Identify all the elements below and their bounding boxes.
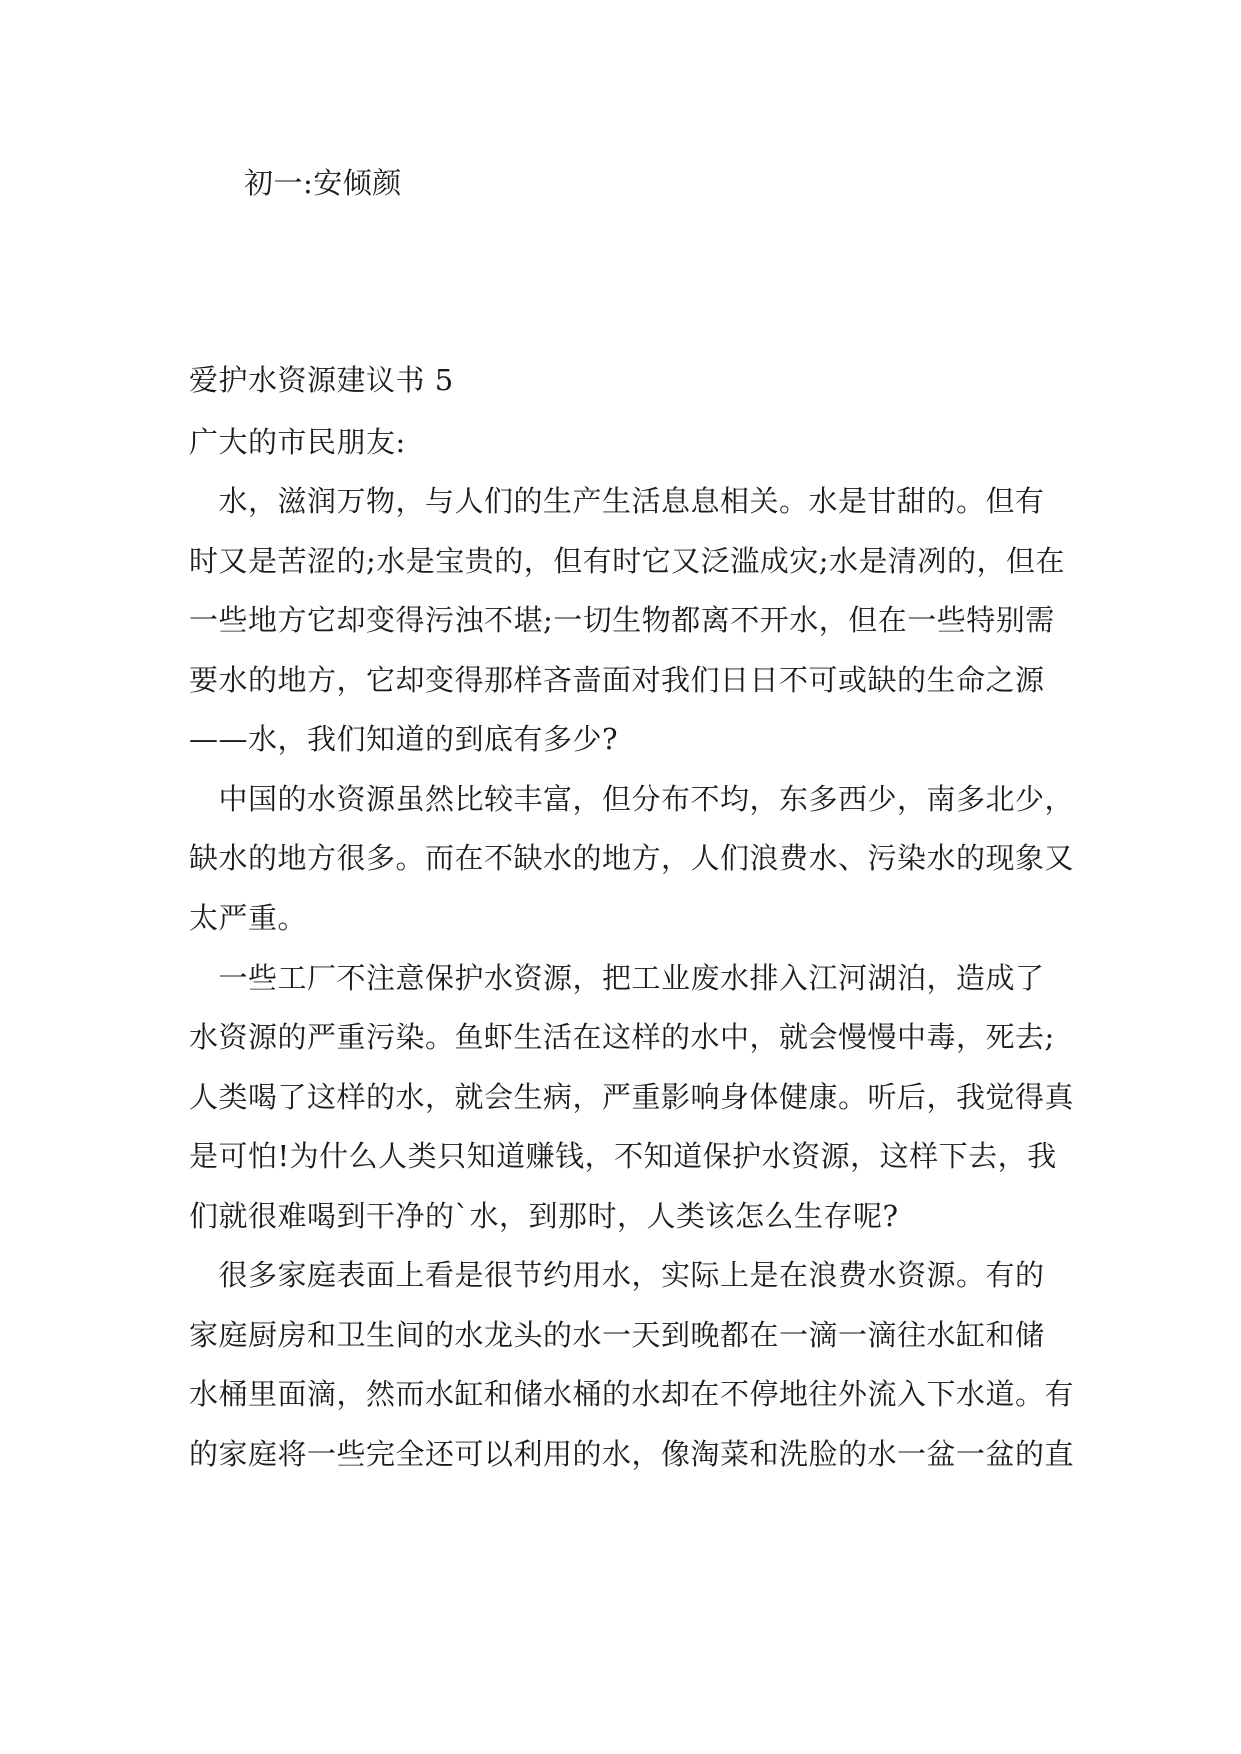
paragraph-3-line-3: 人类喝了这样的水，就会生病，严重影响身体健康。听后，我觉得真 <box>189 1080 1075 1114</box>
paragraph-1-line-2: 时又是苦涩的;水是宝贵的，但有时它又泛滥成灾;水是清冽的，但在 <box>189 544 1066 578</box>
paragraph-4-line-3: 水桶里面滴，然而水缸和储水桶的水却在不停地往外流入下水道。有 <box>189 1377 1075 1411</box>
paragraph-2-line-3: 太严重。 <box>189 901 308 935</box>
paragraph-1-line-4: 要水的地方，它却变得那样吝啬面对我们日日不可或缺的生命之源 <box>189 663 1045 697</box>
paragraph-4-line-2: 家庭厨房和卫生间的水龙头的水一天到晚都在一滴一滴往水缸和储 <box>189 1318 1045 1352</box>
paragraph-3-line-4: 是可怕!为什么人类只知道赚钱，不知道保护水资源，这样下去，我 <box>189 1139 1057 1173</box>
paragraph-3-line-1: 一些工厂不注意保护水资源，把工业废水排入江河湖泊，造成了 <box>189 961 1045 995</box>
paragraph-1-line-1: 水，滋润万物，与人们的生产生活息息相关。水是甘甜的。但有 <box>189 484 1045 518</box>
paragraph-2-line-1: 中国的水资源虽然比较丰富，但分布不均，东多西少，南多北少， <box>189 782 1075 816</box>
paragraph-1-line-3: 一些地方它却变得污浊不堪;一切生物都离不开水，但在一些特别需 <box>189 603 1055 637</box>
paragraph-2-line-2: 缺水的地方很多。而在不缺水的地方，人们浪费水、污染水的现象又 <box>189 841 1075 875</box>
paragraph-4-line-1: 很多家庭表面上看是很节约用水，实际上是在浪费水资源。有的 <box>189 1258 1045 1292</box>
paragraph-3-line-2: 水资源的严重污染。鱼虾生活在这样的水中，就会慢慢中毒，死去; <box>189 1020 1055 1054</box>
paragraph-4-line-4: 的家庭将一些完全还可以利用的水，像淘菜和洗脸的水一盆一盆的直 <box>189 1437 1075 1471</box>
paragraph-1-line-5: ——水，我们知道的到底有多少? <box>189 722 619 756</box>
paragraph-3-line-5: 们就很难喝到干净的`水，到那时，人类该怎么生存呢? <box>189 1199 899 1233</box>
document-heading: 爱护水资源建议书 5 <box>189 363 454 397</box>
signature-line: 初一:安倾颜 <box>244 166 402 200</box>
salutation: 广大的市民朋友: <box>189 425 406 459</box>
